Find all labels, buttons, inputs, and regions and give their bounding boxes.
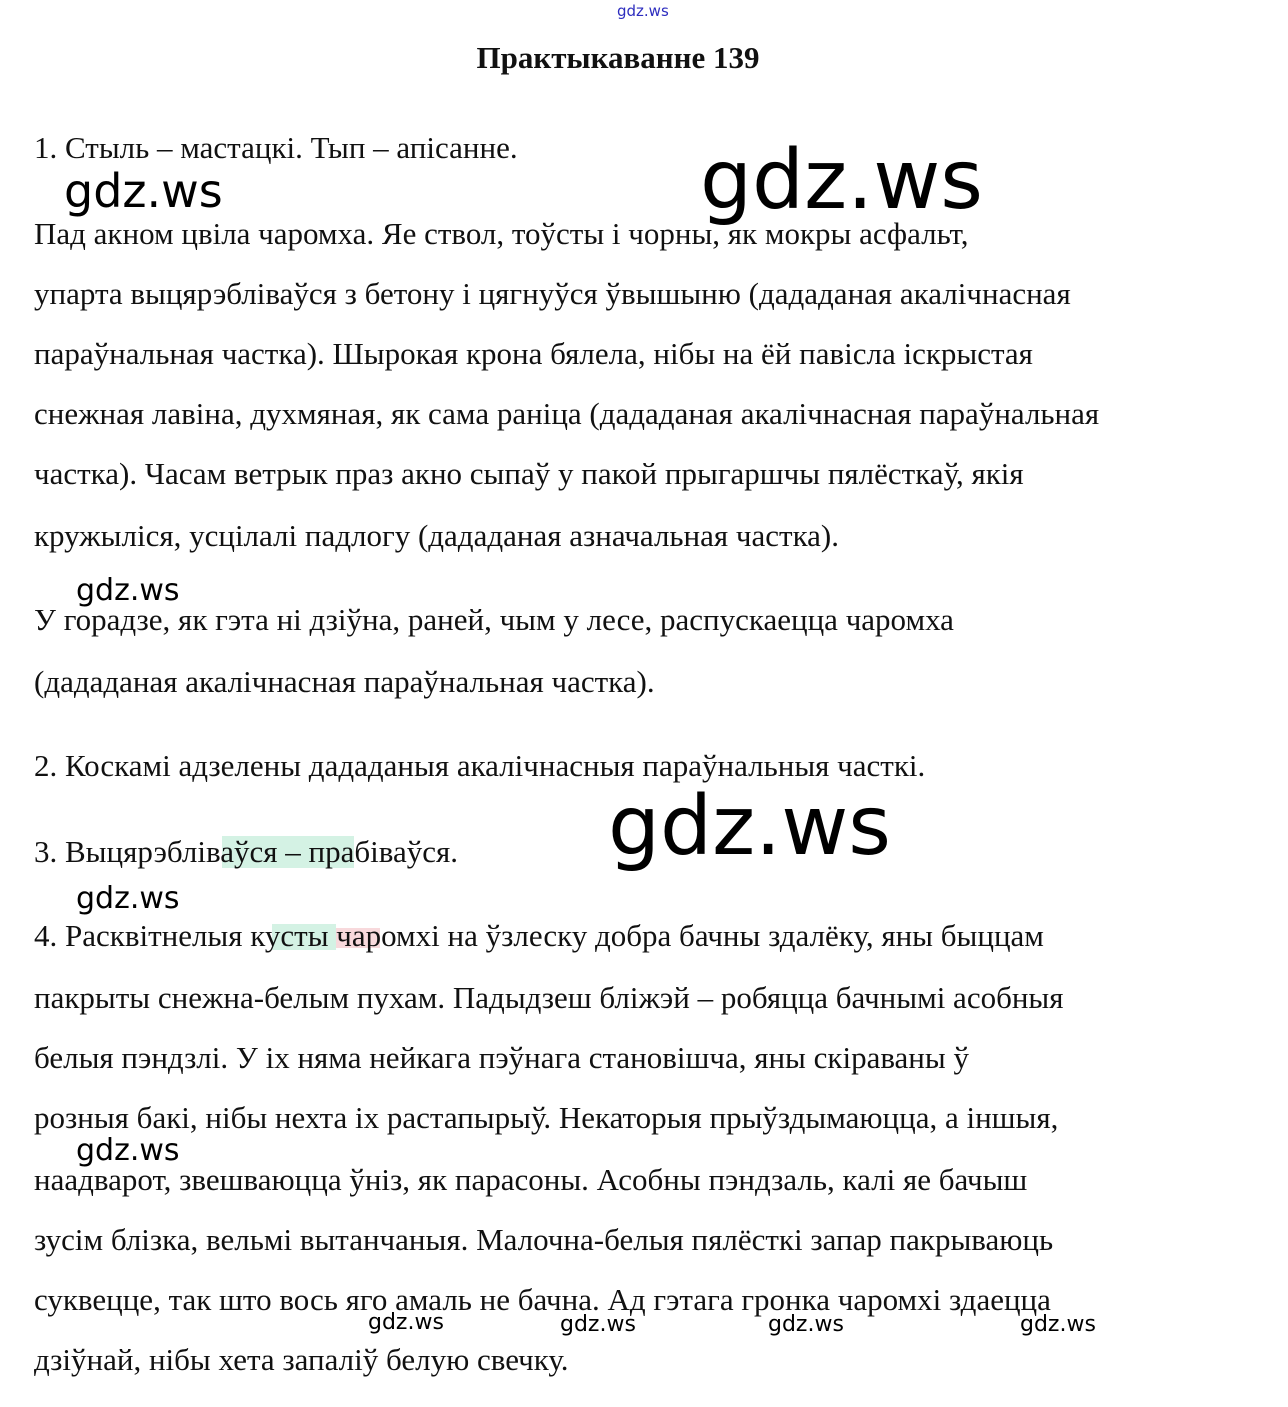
- text-line: суквецце, так што вось яго амаль не бачна. Ад гэтага гронка чаромхі здаецца: [34, 1282, 1051, 1317]
- watermark-footer: gdz.ws: [560, 1312, 636, 1337]
- text-line: белыя пэндзлі. У іх няма нейкага пэўнага становішча, яны скіраваны ў: [34, 1040, 969, 1075]
- watermark-large: gdz.ws: [700, 133, 983, 228]
- text-line: снежная лавіна, духмяная, як сама раніца (дададаная акалічнасная параўнальная: [34, 396, 1100, 431]
- text-line: У горадзе, як гэта ні дзіўна, раней, чым у лесе, распускаецца чаромха: [34, 602, 954, 637]
- watermark: gdz.ws: [76, 573, 180, 608]
- watermark-footer: gdz.ws: [1020, 1312, 1096, 1337]
- text-line: частка). Часам ветрык праз акно сыпаў у пакой прыгаршчы пялёсткаў, якія: [34, 456, 1024, 491]
- watermark: gdz.ws: [64, 164, 223, 218]
- text-line: 4. Расквітнелыя кусты чаромхі на ўзлеску добра бачны здалёку, яны быццам: [34, 918, 1044, 953]
- text-line: параўнальная частка). Шырокая крона бялела, нібы на ёй павісла іскрыстая: [34, 336, 1033, 371]
- text-line: 2. Коскамі адзелены дададаныя акалічнасныя параўнальныя часткі.: [34, 748, 926, 783]
- text-line: 1. Стыль – мастацкі. Тып – апісанне.: [34, 130, 518, 165]
- text-line: розныя бакі, нібы нехта іх растапырыў. Некаторыя прыўздымаюцца, а іншыя,: [34, 1100, 1059, 1135]
- watermark: gdz.ws: [76, 1133, 180, 1168]
- text-line: кружыліся, усцілалі падлогу (дададаная азначальная частка).: [34, 518, 840, 553]
- text-line: наадварот, звешваюцца ўніз, як парасоны. Асобны пэндзаль, калі яе бачыш: [34, 1162, 1028, 1197]
- text-line: упарта выцярэбліваўся з бетону і цягнуўся ўвышыню (дададаная акалічнасная: [34, 276, 1071, 311]
- watermark-footer: gdz.ws: [768, 1312, 844, 1337]
- text-line: 3. Выцярэбліваўся – прабіваўся.: [34, 834, 459, 869]
- text-line: пакрыты снежна-белым пухам. Падыдзеш бліжэй – робяцца бачнымі асобныя: [34, 980, 1064, 1015]
- watermark-large: gdz.ws: [608, 779, 891, 874]
- watermark: gdz.ws: [76, 881, 180, 916]
- page-title: Практыкаванне 139: [476, 40, 760, 75]
- watermark-footer: gdz.ws: [368, 1310, 444, 1335]
- text-line: (дададаная акалічнасная параўнальная частка).: [34, 664, 655, 699]
- text-line: Пад акном цвіла чаромха. Яе ствол, тоўсты і чорны, як мокры асфальт,: [34, 216, 969, 251]
- text-line: зусім блізка, вельмі вытанчаныя. Малочна-белыя пялёсткі запар пакрываюць: [34, 1222, 1054, 1257]
- watermark-top: gdz.ws: [617, 2, 669, 20]
- text-line: дзіўнай, нібы хета запаліў белую свечку.: [34, 1342, 569, 1377]
